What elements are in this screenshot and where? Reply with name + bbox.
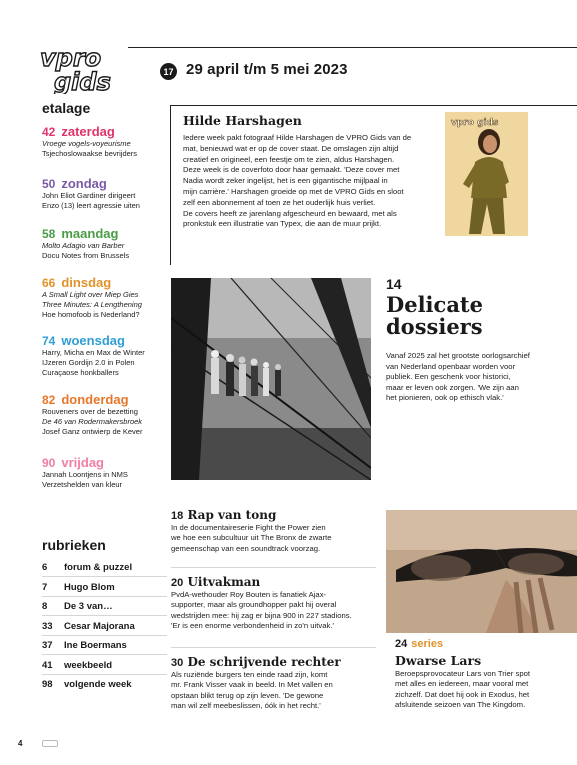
cover-logo-text: vpro gids — [451, 118, 499, 128]
series-heading — [395, 638, 443, 650]
article-title-text: Rap van tong — [187, 508, 277, 522]
rubriek-item[interactable] — [42, 621, 167, 632]
etalage-day[interactable] — [42, 333, 167, 378]
rubriek-divider — [42, 576, 167, 577]
rubriek-label: weekbeeld — [64, 659, 113, 671]
feature-title-line: dossiers — [386, 314, 483, 339]
feature-body-line: van Nederland openbaar worden voor — [386, 361, 516, 371]
day-highlight: Vroege vogels-voyeurisme — [42, 139, 131, 148]
day-highlight: Hoe homofoob is Nederland? — [42, 310, 140, 319]
rubriek-label: Ine Boermans — [64, 640, 127, 651]
article-body — [171, 590, 376, 632]
day-page-number: 50 — [42, 177, 56, 191]
logo-text-bottom: gids — [54, 68, 111, 94]
day-page-number: 42 — [42, 125, 56, 139]
day-highlight: Rouveners over de bezetting — [42, 407, 138, 416]
vpro-gids-logo-mark — [40, 44, 128, 94]
footer-logo-icon — [42, 740, 58, 747]
rubriek-divider — [42, 615, 167, 616]
etalage-day[interactable] — [42, 455, 167, 490]
day-page-number: 74 — [42, 334, 56, 348]
day-highlight: Verzetshelden van kleur — [42, 480, 123, 489]
article-body-line: man wil zelf meebeslissen, óók in het recht.' — [171, 701, 321, 711]
hilde-body — [183, 133, 435, 230]
day-highlight: Three Minutes: A Lengthening — [42, 300, 142, 309]
article-page-number: 30 — [171, 657, 184, 669]
rubriek-item[interactable] — [42, 640, 167, 651]
article-body-line: we hoe een subcultuur uit The Bronx de zwarte — [171, 533, 332, 543]
article-title-text: Uitvakman — [187, 575, 261, 589]
rubriek-item[interactable] — [42, 562, 167, 573]
feature-body-line: publiek. Een geschenk voor historici, — [386, 372, 511, 382]
dwarse-lars-body — [395, 669, 570, 711]
day-name: maandag — [61, 226, 119, 241]
rubriek-page-number: 98 — [42, 679, 53, 690]
etalage-day[interactable] — [42, 176, 167, 211]
dwarse-body-line: met alles en iedereen, maar vooral met — [395, 679, 529, 689]
etalage-day[interactable] — [42, 275, 167, 320]
day-name: dinsdag — [61, 275, 112, 290]
day-page-number: 90 — [42, 456, 56, 470]
vpro-gids-logo — [40, 44, 128, 94]
etalage-day[interactable] — [42, 392, 167, 437]
article-body-line: In de documentaireserie Fight the Power zien — [171, 523, 326, 532]
hilde-body-line: mat, benieuwd wat er op de cover staat. De omslagen zijn altijd — [183, 143, 399, 153]
feature-body-line: het pionieren, ook op ethisch vlak.' — [386, 393, 504, 403]
article-body — [171, 523, 376, 554]
article-title-text: De schrijvende rechter — [187, 655, 341, 669]
hilde-body-line: Iedere week pakt fotograaf Hilde Harshagen de VPRO Gids van de — [183, 133, 412, 142]
article-body-line: PvdA-wethouder Roy Bouten is fanatiek Ajax- — [171, 590, 327, 599]
feature-title[interactable] — [386, 294, 556, 338]
day-name: donderdag — [61, 392, 129, 407]
day-highlight: Enzo (13) leert agressie uiten — [42, 201, 140, 210]
day-highlight: IJzeren Gordijn 2.0 in Polen — [42, 358, 135, 367]
hilde-body-line: mijn carrière.' Harshagen groeide op met de VPRO Gids en sloot — [183, 186, 404, 196]
day-page-number: 82 — [42, 393, 56, 407]
dwarse-lars-title[interactable]: Dwarse Lars — [395, 653, 482, 668]
series-page-number: 24 — [395, 638, 408, 650]
rubriek-label: Cesar Majorana — [64, 620, 135, 632]
rubrieken-title: rubrieken — [42, 537, 106, 553]
feature-body-line: Vanaf 2025 zal het grootste oorlogsarchief — [386, 351, 530, 360]
hilde-title: Hilde Harshagen — [183, 113, 302, 128]
article-title[interactable] — [171, 655, 341, 669]
article-page-number: 20 — [171, 577, 184, 589]
hilde-body-line: zelf een abonnement af toen ze het ouderlijk huis verliet. — [183, 197, 376, 207]
rubriek-page-number: 41 — [42, 659, 53, 671]
rubriek-label: volgende week — [64, 679, 132, 690]
rubriek-label: De 3 van… — [64, 601, 113, 612]
day-page-number: 58 — [42, 227, 56, 241]
etalage-title: etalage — [42, 100, 91, 116]
day-highlight: Jannah Loontjens in NMS — [42, 470, 128, 479]
rubriek-divider — [42, 674, 167, 675]
rubriek-page-number: 8 — [42, 601, 48, 612]
day-highlight: De 46 van Rodermakersbroek — [42, 417, 143, 426]
rubriek-divider — [42, 596, 167, 597]
logo-text-top: vpro — [40, 44, 102, 72]
article-title[interactable] — [171, 575, 260, 589]
day-heading[interactable] — [42, 392, 167, 407]
rubriek-page-number: 7 — [42, 581, 48, 593]
article-divider — [171, 567, 376, 568]
day-name: vrijdag — [61, 455, 104, 470]
etalage-day[interactable] — [42, 124, 167, 159]
article-page-number: 18 — [171, 510, 184, 522]
day-heading[interactable] — [42, 275, 167, 290]
article-body-line: wedstrijden mee: hij zag er bijna 900 in 227 stadions. — [171, 610, 352, 620]
article-body-line: mr. Frank Visser vaak in beeld. In Met vallen en — [171, 680, 333, 690]
lars-von-trier-photo[interactable] — [386, 510, 577, 633]
series-label: series — [411, 638, 444, 650]
rubriek-item[interactable] — [42, 679, 167, 690]
header-rule — [128, 47, 577, 48]
article-body-line: supporter, maar als groundhopper pakt hij overal — [171, 600, 337, 610]
day-highlight: A Small Light over Miep Gies — [42, 290, 139, 299]
rubriek-page-number: 33 — [42, 620, 53, 632]
article-body-line: 'Er is een enorme verbondenheid in zo'n uitvak.' — [171, 621, 334, 631]
hilde-body-line: creatief en origineel, een feestje om te zien, aldus Harshagen. — [183, 154, 395, 164]
day-heading[interactable] — [42, 333, 167, 348]
hilde-body-line: De covers heeft ze jarenlang afgescheurd en bewaard, met als — [183, 208, 397, 218]
cover-thumbnail[interactable] — [445, 112, 528, 236]
day-heading[interactable] — [42, 226, 167, 241]
cover-illustration — [445, 112, 528, 236]
day-highlight: Molto Adagio van Barber — [42, 241, 125, 250]
day-heading[interactable] — [42, 455, 167, 470]
day-name: zaterdag — [61, 124, 115, 139]
dwarse-body-line: zichzelf. Dat doet hij ook in Exodus, het — [395, 689, 530, 699]
day-highlight: John Eliot Gardiner dirigeert — [42, 191, 136, 200]
rubriek-item[interactable] — [42, 582, 167, 593]
day-heading[interactable] — [42, 124, 167, 139]
rubriek-label: forum & puzzel — [64, 562, 133, 573]
rubriek-label: Hugo Blom — [64, 581, 115, 593]
feature-title-line: Delicate — [386, 292, 483, 317]
archive-photo-image — [171, 278, 371, 480]
dwarse-body-line: Beroepsprovocateur Lars von Trier spot — [395, 669, 531, 678]
rubriek-item[interactable] — [42, 660, 167, 671]
rubriek-item[interactable] — [42, 601, 167, 612]
article-body-line: opstaan blikt terug op zijn leven. 'De gewone — [171, 690, 324, 700]
day-highlight: Curaçaose honkballers — [42, 368, 119, 377]
article-divider — [171, 647, 376, 648]
article-body — [171, 670, 376, 712]
article-body-line: gemeenschap van een soundtrack voorzag. — [171, 543, 321, 553]
dwarse-body-line: afsluitende seizoen van The Kingdom. — [395, 700, 526, 710]
etalage-day[interactable] — [42, 226, 167, 261]
issue-number-badge: 17 — [160, 63, 177, 80]
page-number: 4 — [18, 739, 23, 748]
day-heading[interactable] — [42, 176, 167, 191]
hilde-body-line: Nadia wordt zeker ingelijst, het is een gigantische mijlpaal in — [183, 176, 388, 186]
day-highlight: Josef Ganz ontwierp de Kever — [42, 427, 143, 436]
lars-photo-image — [386, 510, 577, 633]
day-page-number: 66 — [42, 276, 56, 290]
article-title[interactable] — [171, 508, 276, 522]
day-name: woensdag — [61, 333, 125, 348]
day-name: zondag — [61, 176, 107, 191]
feature-body — [386, 351, 566, 404]
day-highlight: Docu Notes from Brussels — [42, 251, 130, 260]
rubriek-page-number: 6 — [42, 562, 48, 573]
article-body-line: Als ruziënde burgers ten einde raad zijn, komt — [171, 670, 328, 679]
feature-body-line: maar er leven ook zorgen. 'We zijn aan — [386, 382, 519, 392]
rubriek-divider — [42, 654, 167, 655]
archive-photo[interactable] — [171, 278, 371, 480]
issue-dates: 29 april t/m 5 mei 2023 — [186, 61, 348, 78]
rubriek-page-number: 37 — [42, 640, 53, 651]
hilde-body-line: Deze week is de coverfoto door haar gemaakt. 'Deze cover met — [183, 165, 400, 175]
day-highlight: Tsjechoslowaakse bevrijders — [42, 149, 138, 158]
day-highlight: Harry, Micha en Max de Winter — [42, 348, 145, 357]
rubriek-divider — [42, 635, 167, 636]
feature-page-number: 14 — [386, 276, 402, 292]
hilde-body-line: pronkstuk een illustratie van Typex, die aan de muur prijkt. — [183, 219, 382, 229]
